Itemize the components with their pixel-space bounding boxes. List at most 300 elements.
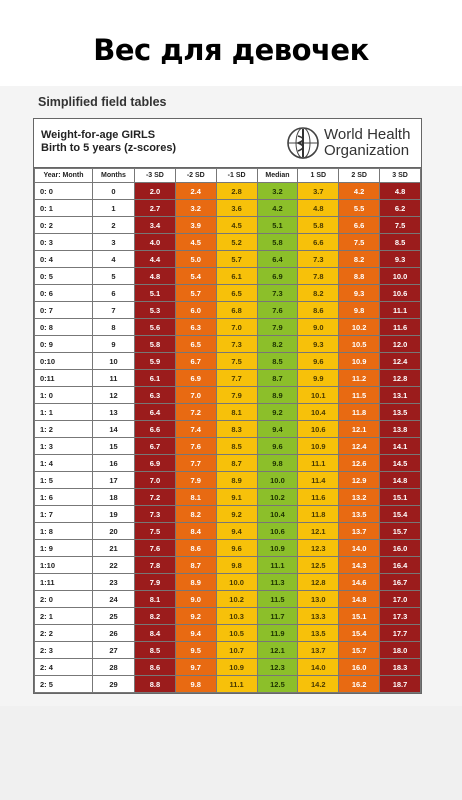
table-cell: 2: 2 <box>35 625 93 642</box>
table-row <box>35 438 421 455</box>
table-cell: 0: 1 <box>35 200 93 217</box>
table-cell: 6.7 <box>175 353 216 370</box>
table-cell: 18.0 <box>380 642 421 659</box>
table-cell: 0:10 <box>35 353 93 370</box>
table-cell: 1:11 <box>35 574 93 591</box>
table-cell: 0: 4 <box>35 251 93 268</box>
table-cell: 9 <box>93 336 135 353</box>
column-header: Year: Month <box>35 169 93 183</box>
table-cell: 6.3 <box>175 319 216 336</box>
table-cell: 6.6 <box>339 217 380 234</box>
table-cell: 11.1 <box>380 302 421 319</box>
table-cell: 10.4 <box>298 404 339 421</box>
table-row <box>35 540 421 557</box>
table-cell: 10.6 <box>298 421 339 438</box>
table-cell: 5.7 <box>216 251 257 268</box>
table-cell: 11.8 <box>298 506 339 523</box>
table-cell: 7.0 <box>175 387 216 404</box>
table-cell: 12.6 <box>339 455 380 472</box>
table-cell: 0: 8 <box>35 319 93 336</box>
table-cell: 4.0 <box>135 234 176 251</box>
table-cell: 9.5 <box>175 642 216 659</box>
table-cell: 8.2 <box>135 608 176 625</box>
table-cell: 12.1 <box>339 421 380 438</box>
table-row <box>35 268 421 285</box>
table-cell: 5.1 <box>135 285 176 302</box>
table-cell: 9.4 <box>257 421 298 438</box>
table-cell: 1: 3 <box>35 438 93 455</box>
table-cell: 4.2 <box>257 200 298 217</box>
table-cell: 16.7 <box>380 574 421 591</box>
table-cell: 9.0 <box>298 319 339 336</box>
table-cell: 13.5 <box>380 404 421 421</box>
table-cell: 8.7 <box>216 455 257 472</box>
table-cell: 11.5 <box>339 387 380 404</box>
table-cell: 12.1 <box>298 523 339 540</box>
table-cell: 1: 7 <box>35 506 93 523</box>
table-cell: 5.1 <box>257 217 298 234</box>
table-row <box>35 251 421 268</box>
table-row <box>35 234 421 251</box>
table-cell: 8.8 <box>135 676 176 693</box>
table-cell: 7.6 <box>175 438 216 455</box>
table-cell: 11.4 <box>298 472 339 489</box>
table-cell: 3 <box>93 234 135 251</box>
table-cell: 0:11 <box>35 370 93 387</box>
table-cell: 8.8 <box>339 268 380 285</box>
table-cell: 7.5 <box>339 234 380 251</box>
table-cell: 0: 6 <box>35 285 93 302</box>
table-cell: 2: 5 <box>35 676 93 693</box>
table-row <box>35 183 421 200</box>
table-cell: 9.6 <box>298 353 339 370</box>
table-cell: 17.0 <box>380 591 421 608</box>
table-row <box>35 506 421 523</box>
table-cell: 9.1 <box>216 489 257 506</box>
table-cell: 1: 6 <box>35 489 93 506</box>
document-image <box>0 86 462 706</box>
table-cell: 5.3 <box>135 302 176 319</box>
table-cell: 6.1 <box>135 370 176 387</box>
table-cell: 11.1 <box>216 676 257 693</box>
table-cell: 8.2 <box>257 336 298 353</box>
table-cell: 4.8 <box>298 200 339 217</box>
table-cell: 10.9 <box>339 353 380 370</box>
table-cell: 15.1 <box>380 489 421 506</box>
table-cell: 12.8 <box>298 574 339 591</box>
table-cell: 9.6 <box>257 438 298 455</box>
table-cell: 11.8 <box>339 404 380 421</box>
table-row <box>35 557 421 574</box>
table-cell: 12.0 <box>380 336 421 353</box>
table-cell: 21 <box>93 540 135 557</box>
table-cell: 10.9 <box>298 438 339 455</box>
table-cell: 7.7 <box>216 370 257 387</box>
table-cell: 15.7 <box>339 642 380 659</box>
table-cell: 9.8 <box>339 302 380 319</box>
table-cell: 26 <box>93 625 135 642</box>
table-cell: 8.7 <box>175 557 216 574</box>
table-cell: 11.7 <box>257 608 298 625</box>
table-cell: 10.1 <box>298 387 339 404</box>
table-cell: 1 <box>93 200 135 217</box>
table-cell: 9.2 <box>175 608 216 625</box>
table-cell: 7.3 <box>257 285 298 302</box>
table-cell: 7 <box>93 302 135 319</box>
table-cell: 7.6 <box>257 302 298 319</box>
table-cell: 11 <box>93 370 135 387</box>
table-cell: 1: 2 <box>35 421 93 438</box>
table-cell: 23 <box>93 574 135 591</box>
table-cell: 12.4 <box>339 438 380 455</box>
table-cell: 14.8 <box>380 472 421 489</box>
table-cell: 3.2 <box>175 200 216 217</box>
table-row <box>35 302 421 319</box>
table-cell: 10.2 <box>216 591 257 608</box>
table-cell: 13.7 <box>298 642 339 659</box>
who-name-line2: Organization <box>324 142 410 159</box>
table-cell: 13 <box>93 404 135 421</box>
table-cell: 8.9 <box>257 387 298 404</box>
table-cell: 8 <box>93 319 135 336</box>
column-header: -3 SD <box>135 169 176 183</box>
table-cell: 11.3 <box>257 574 298 591</box>
table-cell: 9.4 <box>216 523 257 540</box>
table-cell: 13.1 <box>380 387 421 404</box>
document-subtitle: Simplified field tables <box>38 95 167 109</box>
table-cell: 9.2 <box>257 404 298 421</box>
table-cell: 10.0 <box>380 268 421 285</box>
table-cell: 19 <box>93 506 135 523</box>
table-cell: 20 <box>93 523 135 540</box>
table-cell: 13.5 <box>339 506 380 523</box>
table-cell: 14.3 <box>339 557 380 574</box>
table-cell: 1: 8 <box>35 523 93 540</box>
table-cell: 6.9 <box>175 370 216 387</box>
table-cell: 7.2 <box>175 404 216 421</box>
table-cell: 7.7 <box>175 455 216 472</box>
table-cell: 29 <box>93 676 135 693</box>
table-body <box>35 183 421 693</box>
table-cell: 8.5 <box>380 234 421 251</box>
table-cell: 15.4 <box>339 625 380 642</box>
table-cell: 5.2 <box>216 234 257 251</box>
table-cell: 8.7 <box>257 370 298 387</box>
table-cell: 15.4 <box>380 506 421 523</box>
table-cell: 9.3 <box>380 251 421 268</box>
table-row <box>35 591 421 608</box>
table-cell: 10 <box>93 353 135 370</box>
table-cell: 5.8 <box>135 336 176 353</box>
table-cell: 13.5 <box>298 625 339 642</box>
table-cell: 8.2 <box>298 285 339 302</box>
table-cell: 5.9 <box>135 353 176 370</box>
table-cell: 11.1 <box>298 455 339 472</box>
table-row <box>35 489 421 506</box>
table-cell: 9.7 <box>175 659 216 676</box>
table-cell: 9.8 <box>175 676 216 693</box>
table-cell: 6.6 <box>298 234 339 251</box>
table-cell: 4.5 <box>175 234 216 251</box>
table-cell: 16.2 <box>339 676 380 693</box>
table-cell: 6.0 <box>175 302 216 319</box>
table-cell: 10.6 <box>257 523 298 540</box>
table-cell: 8.2 <box>339 251 380 268</box>
table-cell: 4 <box>93 251 135 268</box>
table-cell: 2: 4 <box>35 659 93 676</box>
table-cell: 16.0 <box>380 540 421 557</box>
table-cell: 6 <box>93 285 135 302</box>
table-cell: 6.1 <box>216 268 257 285</box>
table-cell: 10.0 <box>216 574 257 591</box>
table-cell: 15.1 <box>339 608 380 625</box>
table-cell: 7.9 <box>216 387 257 404</box>
table-cell: 7.8 <box>298 268 339 285</box>
table-cell: 5.7 <box>175 285 216 302</box>
table-cell: 0: 7 <box>35 302 93 319</box>
table-cell: 12.8 <box>380 370 421 387</box>
table-cell: 2: 1 <box>35 608 93 625</box>
table-cell: 6.6 <box>135 421 176 438</box>
table-cell: 10.7 <box>216 642 257 659</box>
table-cell: 0 <box>93 183 135 200</box>
table-cell: 8.5 <box>135 642 176 659</box>
table-row <box>35 370 421 387</box>
table-cell: 3.9 <box>175 217 216 234</box>
table-cell: 10.5 <box>216 625 257 642</box>
table-cell: 7.8 <box>135 557 176 574</box>
table-cell: 9.9 <box>298 370 339 387</box>
table-cell: 7.3 <box>298 251 339 268</box>
table-cell: 12 <box>93 387 135 404</box>
table-cell: 12.9 <box>339 472 380 489</box>
table-row <box>35 319 421 336</box>
table-cell: 6.4 <box>257 251 298 268</box>
table-cell: 8.9 <box>175 574 216 591</box>
table-cell: 3.6 <box>216 200 257 217</box>
table-cell: 3.2 <box>257 183 298 200</box>
table-header-block <box>34 119 421 168</box>
table-cell: 11.6 <box>298 489 339 506</box>
table-cell: 2.8 <box>216 183 257 200</box>
table-cell: 18.3 <box>380 659 421 676</box>
table-cell: 12.4 <box>380 353 421 370</box>
table-cell: 13.2 <box>339 489 380 506</box>
table-cell: 3.4 <box>135 217 176 234</box>
table-row <box>35 421 421 438</box>
table-cell: 5.6 <box>135 319 176 336</box>
column-header: 1 SD <box>298 169 339 183</box>
table-cell: 0: 3 <box>35 234 93 251</box>
table-cell: 7.3 <box>216 336 257 353</box>
table-cell: 17.3 <box>380 608 421 625</box>
table-cell: 14.8 <box>339 591 380 608</box>
table-cell: 15 <box>93 438 135 455</box>
table-cell: 18 <box>93 489 135 506</box>
table-cell: 5.5 <box>339 200 380 217</box>
table-cell: 12.1 <box>257 642 298 659</box>
table-cell: 2: 3 <box>35 642 93 659</box>
table-cell: 14.1 <box>380 438 421 455</box>
table-cell: 1: 1 <box>35 404 93 421</box>
table-cell: 7.9 <box>175 472 216 489</box>
who-name-line1: World Health <box>324 126 411 143</box>
table-title-line1: Weight-for-age GIRLS <box>41 129 156 141</box>
table-cell: 8.9 <box>216 472 257 489</box>
table-cell: 0: 9 <box>35 336 93 353</box>
table-row <box>35 625 421 642</box>
table-cell: 4.8 <box>380 183 421 200</box>
table-cell: 4.2 <box>339 183 380 200</box>
table-cell: 7.5 <box>216 353 257 370</box>
table-cell: 5.8 <box>257 234 298 251</box>
table-cell: 6.9 <box>135 455 176 472</box>
table-cell: 15.7 <box>380 523 421 540</box>
table-cell: 11.6 <box>380 319 421 336</box>
table-cell: 6.4 <box>135 404 176 421</box>
table-cell: 0: 0 <box>35 183 93 200</box>
table-cell: 2.4 <box>175 183 216 200</box>
weight-for-age-table <box>34 168 421 693</box>
table-cell: 7.5 <box>380 217 421 234</box>
table-cell: 28 <box>93 659 135 676</box>
table-cell: 10.2 <box>257 489 298 506</box>
table-cell: 7.0 <box>216 319 257 336</box>
table-cell: 14.2 <box>298 676 339 693</box>
table-cell: 4.8 <box>135 268 176 285</box>
table-cell: 8.1 <box>135 591 176 608</box>
table-cell: 8.5 <box>216 438 257 455</box>
table-cell: 9.3 <box>298 336 339 353</box>
table-row <box>35 472 421 489</box>
who-name <box>324 127 410 159</box>
table-cell: 13.0 <box>298 591 339 608</box>
table-cell: 8.6 <box>175 540 216 557</box>
table-cell: 14.0 <box>339 540 380 557</box>
table-cell: 14.6 <box>339 574 380 591</box>
table-cell: 10.5 <box>339 336 380 353</box>
table-cell: 1:10 <box>35 557 93 574</box>
table-row <box>35 387 421 404</box>
table-cell: 8.1 <box>175 489 216 506</box>
bottom-area <box>0 706 462 800</box>
table-cell: 11.9 <box>257 625 298 642</box>
table-cell: 2: 0 <box>35 591 93 608</box>
column-header: Median <box>257 169 298 183</box>
table-cell: 8.6 <box>298 302 339 319</box>
table-row <box>35 336 421 353</box>
table-cell: 9.6 <box>216 540 257 557</box>
table-cell: 11.5 <box>257 591 298 608</box>
table-cell: 25 <box>93 608 135 625</box>
table-header-row <box>35 169 421 183</box>
table-row <box>35 523 421 540</box>
table-row <box>35 676 421 693</box>
table-cell: 7.9 <box>257 319 298 336</box>
table-cell: 6.5 <box>216 285 257 302</box>
table-cell: 11.2 <box>339 370 380 387</box>
table-row <box>35 404 421 421</box>
table-cell: 27 <box>93 642 135 659</box>
table-cell: 8.5 <box>257 353 298 370</box>
table-cell: 10.2 <box>339 319 380 336</box>
table-cell: 6.7 <box>135 438 176 455</box>
table-row <box>35 642 421 659</box>
table-cell: 16.0 <box>339 659 380 676</box>
table-cell: 8.4 <box>135 625 176 642</box>
table-cell: 7.5 <box>135 523 176 540</box>
table-cell: 8.1 <box>216 404 257 421</box>
table-cell: 4.4 <box>135 251 176 268</box>
table-cell: 10.6 <box>380 285 421 302</box>
story-title: Вес для девочек <box>93 33 369 67</box>
table-cell: 6.3 <box>135 387 176 404</box>
table-cell: 9.3 <box>339 285 380 302</box>
table-cell: 5.4 <box>175 268 216 285</box>
table-cell: 8.4 <box>175 523 216 540</box>
table-cell: 7.9 <box>135 574 176 591</box>
table-row <box>35 353 421 370</box>
table-cell: 6.2 <box>380 200 421 217</box>
table-cell: 2.7 <box>135 200 176 217</box>
table-cell: 1: 0 <box>35 387 93 404</box>
table-cell: 12.3 <box>298 540 339 557</box>
table-cell: 17 <box>93 472 135 489</box>
table-title <box>41 129 176 155</box>
table-cell: 11.1 <box>257 557 298 574</box>
table-cell: 2.0 <box>135 183 176 200</box>
table-cell: 12.5 <box>298 557 339 574</box>
table-cell: 10.0 <box>257 472 298 489</box>
table-cell: 5.8 <box>298 217 339 234</box>
column-header: 3 SD <box>380 169 421 183</box>
table-cell: 4.5 <box>216 217 257 234</box>
table-cell: 7.4 <box>175 421 216 438</box>
table-cell: 9.8 <box>257 455 298 472</box>
table-cell: 10.3 <box>216 608 257 625</box>
table-cell: 6.5 <box>175 336 216 353</box>
table-cell: 22 <box>93 557 135 574</box>
table-cell: 7.3 <box>135 506 176 523</box>
table-cell: 7.2 <box>135 489 176 506</box>
table-cell: 9.4 <box>175 625 216 642</box>
column-header: -1 SD <box>216 169 257 183</box>
table-row <box>35 574 421 591</box>
table-cell: 24 <box>93 591 135 608</box>
table-title-line2: Birth to 5 years (z-scores) <box>41 142 177 154</box>
table-cell: 0: 2 <box>35 217 93 234</box>
table-cell: 5.0 <box>175 251 216 268</box>
table-row <box>35 455 421 472</box>
table-row <box>35 608 421 625</box>
table-cell: 12.3 <box>257 659 298 676</box>
table-cell: 14 <box>93 421 135 438</box>
table-cell: 16.4 <box>380 557 421 574</box>
table-row <box>35 217 421 234</box>
table-cell: 10.4 <box>257 506 298 523</box>
column-header: Months <box>93 169 135 183</box>
table-cell: 17.7 <box>380 625 421 642</box>
table-cell: 10.9 <box>257 540 298 557</box>
table-cell: 1: 5 <box>35 472 93 489</box>
table-cell: 2 <box>93 217 135 234</box>
who-emblem-icon <box>286 126 320 160</box>
table-cell: 13.3 <box>298 608 339 625</box>
table-row <box>35 659 421 676</box>
table-cell: 10.9 <box>216 659 257 676</box>
table-row <box>35 200 421 217</box>
column-header: 2 SD <box>339 169 380 183</box>
